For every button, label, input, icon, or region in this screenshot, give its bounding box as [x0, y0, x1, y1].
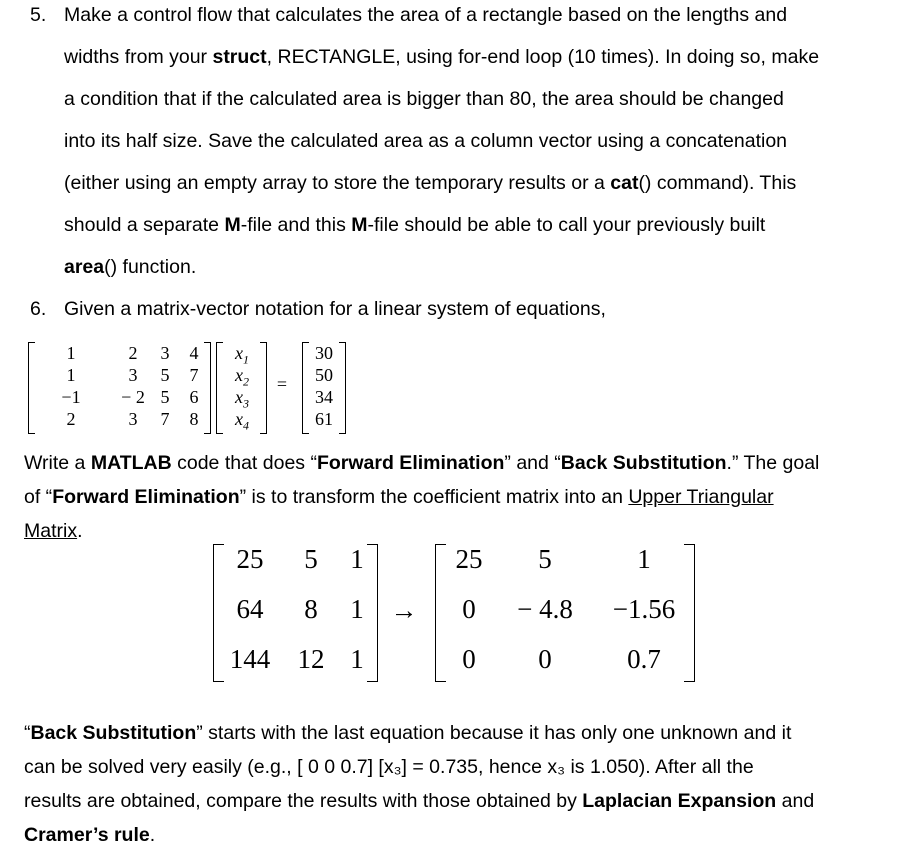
triangular-matrix-cell: 0 [538, 644, 552, 674]
bold-term: Laplacian Expansion [582, 790, 777, 812]
matrix-a-cell: 7 [160, 409, 170, 429]
item-5-number: 5. [30, 4, 47, 26]
triangular-matrix-cell: 0 [462, 644, 476, 674]
matrix-a-cell: 3 [128, 409, 138, 429]
triangular-matrix-cell: 0 [462, 594, 476, 624]
bold-term: struct [212, 46, 267, 68]
item-5-line: Make a control flow that calculates the area of a rectangle based on the lengths and [64, 4, 788, 26]
original-matrix-cell: 64 [236, 594, 264, 624]
bold-term: area [64, 256, 105, 278]
matrix-a-right-bracket [204, 342, 211, 434]
vector-b-cell: 50 [315, 365, 333, 385]
original-matrix-cell: 25 [236, 544, 264, 574]
transform-arrow: → [390, 595, 418, 625]
matrix-a-cell: 4 [189, 343, 199, 363]
matrix-a-cell: 6 [189, 387, 199, 407]
vector-b-cell: 61 [315, 409, 333, 429]
matrix-a-cell: 5 [160, 387, 170, 407]
triangular-matrix-cell: 0.7 [627, 644, 661, 674]
matrix-a-cell: 2 [66, 409, 76, 429]
triangular-matrix-cell: −1.56 [612, 594, 676, 624]
item-5-line: into its half size. Save the calculated area as a column vector using a concatenation [64, 130, 788, 152]
matrix-a-cell: −1 [61, 387, 81, 407]
original-matrix-cell: 144 [229, 644, 271, 674]
vector-b-cell: 30 [315, 343, 333, 363]
triangular-matrix-cell: 1 [637, 544, 651, 574]
matrix-a-cell: 8 [189, 409, 199, 429]
triangular-matrix-cell: 5 [538, 544, 552, 574]
vector-x-cell: $x_4$ [235, 409, 249, 433]
bold-term: Back Substitution [560, 452, 727, 474]
forward-para-line: of “Forward Elimination” is to transform the coefficient matrix into an Upper Triangular [24, 486, 774, 508]
equals-sign: = [276, 374, 288, 394]
original-matrix-cell: 12 [297, 644, 325, 674]
back-para-line: can be solved very easily (e.g., [ 0 0 0.7] [x₃] = 0.735, hence x₃ is 1.050). After all the [24, 756, 754, 778]
forward-para-line: Matrix. [24, 520, 83, 542]
matrix-a-left-bracket [28, 342, 35, 434]
item-5-line: widths from your struct, RECTANGLE, using for-end loop (10 times). In doing so, make [64, 46, 820, 68]
triangular-matrix-cell: − 4.8 [517, 594, 573, 624]
original-matrix-cell: 1 [350, 644, 364, 674]
triangular-matrix-cell: 25 [455, 544, 483, 574]
bold-term: M [351, 214, 368, 236]
matrix-a-cell: 2 [128, 343, 138, 363]
bold-term: Forward Elimination [316, 452, 505, 474]
bold-term: Cramer’s rule [24, 824, 150, 846]
item-5-line: (either using an empty array to store the temporary results or a cat() command). This [64, 172, 797, 194]
item-6-number: 6. [30, 298, 47, 320]
back-para-line: results are obtained, compare the results with those obtained by Laplacian Expansion and [24, 790, 815, 812]
underlined-term: Upper Triangular [628, 486, 774, 508]
bold-term: cat [610, 172, 639, 194]
bold-term: MATLAB [90, 452, 172, 474]
underlined-term: Matrix [24, 520, 78, 542]
original-matrix-cell: 8 [304, 594, 318, 624]
item-5-line: area() function. [64, 256, 197, 278]
bold-term: M [224, 214, 241, 236]
item-5-line: a condition that if the calculated area is bigger than 80, the area should be changed [64, 88, 784, 110]
matrix-a-cell: 1 [66, 365, 76, 385]
item-6-intro: Given a matrix-vector notation for a linear system of equations, [64, 298, 606, 320]
matrix-a-cell: − 2 [121, 387, 145, 407]
matrix-a-cell: 3 [128, 365, 138, 385]
forward-para-line: Write a MATLAB code that does “Forward Elimination” and “Back Substitution.” The goal [24, 452, 820, 474]
bold-term: Back Substitution [30, 722, 197, 744]
back-para-line: “Back Substitution” starts with the last equation because it has only one unknown and it [24, 722, 792, 744]
item-5-line: should a separate M-file and this M-file should be able to call your previously built [64, 214, 766, 236]
vector-b-cell: 34 [315, 387, 333, 407]
original-matrix-cell: 5 [304, 544, 318, 574]
vector-x-cell: $x_2$ [235, 365, 249, 389]
matrix-a-cell: 7 [189, 365, 199, 385]
matrix-a-cell: 5 [160, 365, 170, 385]
bold-term: Forward Elimination [52, 486, 240, 508]
vector-x-cell: $x_1$ [235, 343, 249, 367]
matrix-a-cell: 1 [66, 343, 76, 363]
original-matrix-cell: 1 [350, 594, 364, 624]
back-para-line: Cramer’s rule. [24, 824, 156, 846]
matrix-a-cell: 3 [160, 343, 170, 363]
original-matrix-cell: 1 [350, 544, 364, 574]
vector-x-cell: $x_3$ [235, 387, 249, 411]
